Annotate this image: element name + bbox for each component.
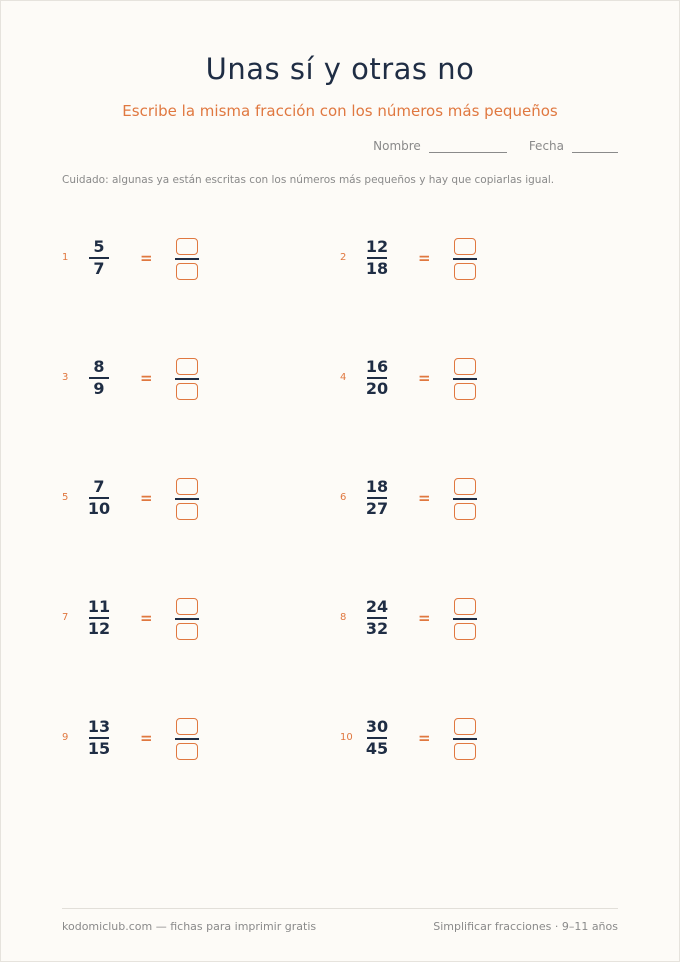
- answer-fraction: [175, 598, 199, 640]
- page-subtitle: Escribe la misma fracción con los números más pequeños: [122, 102, 558, 120]
- given-fraction: [85, 718, 113, 758]
- answer-fraction-bar: [175, 618, 199, 620]
- equals-sign: =: [418, 369, 431, 387]
- given-fraction: [363, 358, 391, 398]
- answer-denominator-box[interactable]: [176, 263, 198, 280]
- date-field-line[interactable]: [572, 142, 618, 153]
- equals-sign: =: [418, 489, 431, 507]
- answer-fraction: [453, 598, 477, 640]
- answer-fraction-bar: [453, 258, 477, 260]
- answer-fraction-bar: [453, 618, 477, 620]
- answer-numerator-box[interactable]: [176, 478, 198, 495]
- fraction-numerator: 24: [365, 597, 389, 616]
- fraction-denominator: 20: [365, 378, 389, 398]
- answer-denominator-box[interactable]: [176, 383, 198, 400]
- answer-numerator-box[interactable]: [176, 598, 198, 615]
- equals-sign: =: [140, 609, 153, 627]
- given-fraction: [363, 598, 391, 638]
- answer-numerator-box[interactable]: [454, 718, 476, 735]
- given-fraction: [85, 598, 113, 638]
- exercise-number: 5: [62, 492, 69, 503]
- answer-numerator-box[interactable]: [454, 238, 476, 255]
- answer-fraction-bar: [453, 378, 477, 380]
- equals-sign: =: [418, 609, 431, 627]
- exercise-number: 4: [340, 372, 347, 383]
- answer-fraction: [175, 718, 199, 760]
- given-fraction: [85, 238, 113, 278]
- answer-fraction: [175, 478, 199, 520]
- given-fraction: [363, 478, 391, 518]
- footer-divider: [62, 908, 618, 909]
- answer-denominator-box[interactable]: [176, 503, 198, 520]
- exercise-item: [340, 598, 540, 642]
- exercise-item: [340, 478, 540, 522]
- given-fraction: [363, 238, 391, 278]
- exercise-item: [340, 718, 540, 762]
- fraction-denominator: 12: [87, 618, 111, 638]
- answer-fraction: [453, 358, 477, 400]
- fraction-denominator: 27: [365, 498, 389, 518]
- equals-sign: =: [418, 729, 431, 747]
- answer-fraction-bar: [175, 378, 199, 380]
- answer-fraction-bar: [175, 738, 199, 740]
- instruction-text: Cuidado: algunas ya están escritas con los números más pequeños y hay que copiarlas igual.: [62, 174, 555, 186]
- answer-fraction-bar: [453, 738, 477, 740]
- equals-sign: =: [140, 489, 153, 507]
- answer-denominator-box[interactable]: [176, 743, 198, 760]
- given-fraction: [363, 718, 391, 758]
- answer-denominator-box[interactable]: [454, 263, 476, 280]
- fraction-numerator: 11: [87, 597, 111, 616]
- answer-denominator-box[interactable]: [176, 623, 198, 640]
- footer-site: kodomiclub.com — fichas para imprimir gratis: [62, 920, 317, 933]
- exercise-item: [340, 238, 540, 282]
- fraction-denominator: 9: [93, 378, 105, 398]
- fraction-denominator: 7: [93, 258, 105, 278]
- answer-numerator-box[interactable]: [176, 238, 198, 255]
- given-fraction: [85, 358, 113, 398]
- exercise-number: 6: [340, 492, 347, 503]
- fraction-denominator: 18: [365, 258, 389, 278]
- answer-denominator-box[interactable]: [454, 743, 476, 760]
- answer-fraction-bar: [175, 258, 199, 260]
- equals-sign: =: [140, 249, 153, 267]
- exercise-number: 1: [62, 252, 69, 263]
- fraction-numerator: 13: [87, 717, 111, 736]
- answer-fraction: [175, 358, 199, 400]
- fraction-denominator: 45: [365, 738, 389, 758]
- date-label: Fecha: [528, 139, 564, 153]
- exercise-number: 9: [62, 732, 69, 743]
- answer-numerator-box[interactable]: [454, 478, 476, 495]
- answer-fraction-bar: [175, 498, 199, 500]
- exercise-number: 7: [62, 612, 69, 623]
- page-title: Unas sí y otras no: [205, 52, 475, 86]
- fraction-denominator: 32: [365, 618, 389, 638]
- fraction-denominator: 10: [87, 498, 111, 518]
- answer-fraction: [453, 238, 477, 280]
- answer-denominator-box[interactable]: [454, 623, 476, 640]
- answer-numerator-box[interactable]: [454, 358, 476, 375]
- equals-sign: =: [418, 249, 431, 267]
- answer-fraction-bar: [453, 498, 477, 500]
- fraction-numerator: 18: [365, 477, 389, 496]
- exercise-number: 8: [340, 612, 347, 623]
- fraction-numerator: 5: [93, 237, 105, 256]
- equals-sign: =: [140, 369, 153, 387]
- answer-fraction: [453, 478, 477, 520]
- answer-numerator-box[interactable]: [454, 598, 476, 615]
- exercise-item: [62, 718, 262, 762]
- given-fraction: [85, 478, 113, 518]
- fraction-numerator: 7: [93, 477, 105, 496]
- answer-denominator-box[interactable]: [454, 503, 476, 520]
- exercise-number: 10: [340, 732, 353, 743]
- exercise-item: [62, 238, 262, 282]
- exercise-item: [62, 598, 262, 642]
- fraction-numerator: 30: [365, 717, 389, 736]
- answer-numerator-box[interactable]: [176, 718, 198, 735]
- name-date-row: [373, 139, 618, 153]
- answer-denominator-box[interactable]: [454, 383, 476, 400]
- fraction-numerator: 12: [365, 237, 389, 256]
- exercise-item: [62, 478, 262, 522]
- exercise-number: 3: [62, 372, 69, 383]
- exercise-item: [62, 358, 262, 402]
- name-label: Nombre: [373, 139, 421, 153]
- exercise-item: [340, 358, 540, 402]
- answer-fraction: [453, 718, 477, 760]
- exercise-number: 2: [340, 252, 347, 263]
- footer-topic: Simplificar fracciones · 9–11 años: [433, 920, 618, 933]
- answer-numerator-box[interactable]: [176, 358, 198, 375]
- fraction-denominator: 15: [87, 738, 111, 758]
- fraction-numerator: 16: [365, 357, 389, 376]
- fraction-numerator: 8: [93, 357, 105, 376]
- name-field-line[interactable]: [429, 142, 507, 153]
- answer-fraction: [175, 238, 199, 280]
- equals-sign: =: [140, 729, 153, 747]
